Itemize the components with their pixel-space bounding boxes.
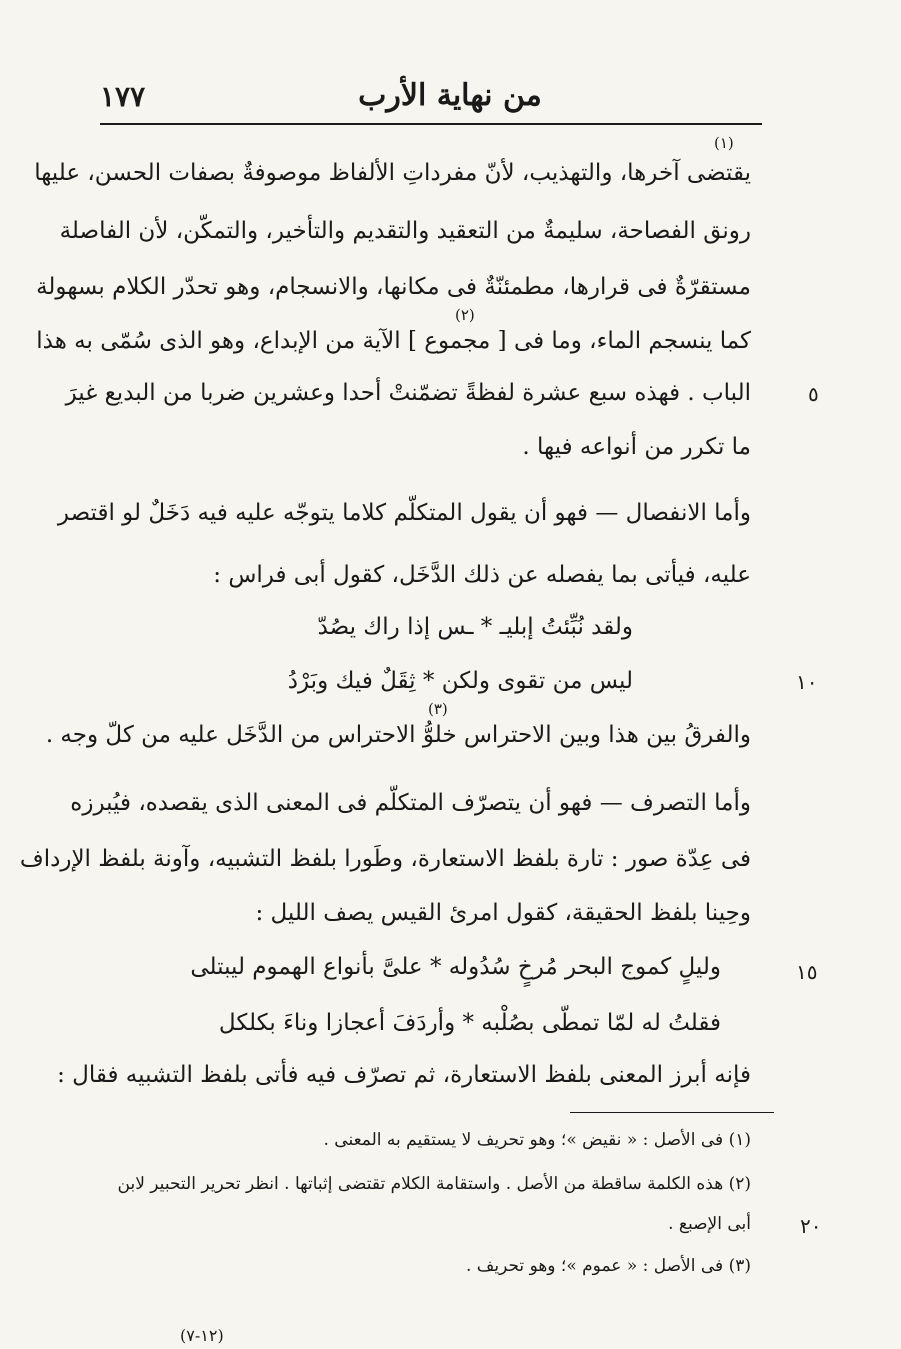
footnote-mark-2: (٢): [455, 306, 475, 324]
body-line-2: رونق الفصاحة، سليمةٌ من التعقيد والتقديم والتأخير، والتمكّن، لأن الفاصلة: [59, 218, 751, 244]
body-line-4: كما ينسجم الماء، وما فى [ مجموع ] الآية من الإبداع، وهو الذى سُمّى به هذا: [36, 328, 751, 354]
footnote-mark-1: (١): [714, 134, 734, 152]
margin-line-number-5: ٥: [808, 382, 819, 406]
page-number: ١٧٧: [100, 80, 146, 113]
footnote-3: (٣) فى الأصل : « عموم »؛ وهو تحريف .: [465, 1256, 751, 1276]
margin-line-number-10: ١٠: [796, 670, 818, 694]
footnote-rule: [570, 1112, 774, 1113]
body-line-5: الباب . فهذه سبع عشرة لفظةً تضمّنتْ أحدا وعشرين ضربا من البديع غيرَ: [65, 380, 751, 406]
margin-line-number-20: ٢٠: [800, 1214, 822, 1238]
body-line-3: مستقرّةٌ فى قرارها، مطمئنّةٌ فى مكانها، والانسجام، وهو تحدّر الكلام بسهولة: [36, 274, 751, 300]
body-line-6: ما تكرر من أنواعه فيها .: [522, 434, 751, 460]
running-header-title: من نهاية الأرب: [358, 78, 542, 113]
body-line-final: فإنه أبرز المعنى بلفظ الاستعارة، ثم تصرّف فيه فأتى بلفظ التشبيه فقال :: [57, 1062, 751, 1088]
signature-mark: (١٢-٧): [180, 1326, 224, 1345]
section-anfisal-line-2: عليه، فيأتى بما يفصله عن ذلك الدَّخَل، كقول أبى فراس :: [213, 562, 751, 588]
body-line-1: يقتضى آخرها، والتهذيب، لأنّ مفرداتِ الألفاظ موصوفةٌ بصفات الحسن، عليها: [34, 160, 751, 186]
footnote-mark-3: (٣): [428, 700, 448, 718]
section-tasarruf-line-1: وأما التصرف — فهو أن يتصرّف المتكلّم فى المعنى الذى يقصده، فيُبرزه: [70, 790, 751, 816]
footnote-1: (١) فى الأصل : « نقيض »؛ وهو تحريف لا يستقيم به المعنى .: [323, 1130, 751, 1150]
section-tasarruf-line-3: وحِينا بلفظ الحقيقة، كقول امرئ القيس يصف الليل :: [255, 900, 751, 926]
body-line-difference: والفرقُ بين هذا وبين الاحتراس خلوُّ الاحتراس من الدَّخَل عليه من كلّ وجه .: [45, 722, 751, 748]
verse-line-4: فقلتُ له لمّا تمطّى بصُلْبه * وأردَفَ أعجازا وناءَ بكلكل: [218, 1010, 721, 1036]
margin-line-number-15: ١٥: [796, 960, 818, 984]
verse-line-3: وليلٍ كموج البحر مُرخٍ سُدُوله * علىَّ بأنواع الهموم ليبتلى: [190, 954, 721, 980]
section-anfisal-line-1: وأما الانفصال — فهو أن يقول المتكلّم كلاما يتوجّه عليه فيه دَخَلٌ لو اقتصر: [57, 500, 751, 526]
footnote-2: (٢) هذه الكلمة ساقطة من الأصل . واستقامة الكلام تقتضى إثباتها . انظر تحرير التحبير لابن: [117, 1174, 751, 1194]
verse-line-1: ولقد نُبِّئتُ إبليـ * ـس إذا راك يصُدّ: [317, 614, 633, 640]
verse-line-2: ليس من تقوى ولكن * ثِقَلٌ فيك وبَرْدُ: [287, 668, 633, 694]
footnote-2-continuation: أبى الإصبع .: [668, 1214, 751, 1234]
section-tasarruf-line-2: فى عِدّة صور : تارة بلفظ الاستعارة، وطَورا بلفظ التشبيه، وآونة بلفظ الإرداف: [19, 846, 751, 872]
header-rule: [100, 123, 762, 125]
